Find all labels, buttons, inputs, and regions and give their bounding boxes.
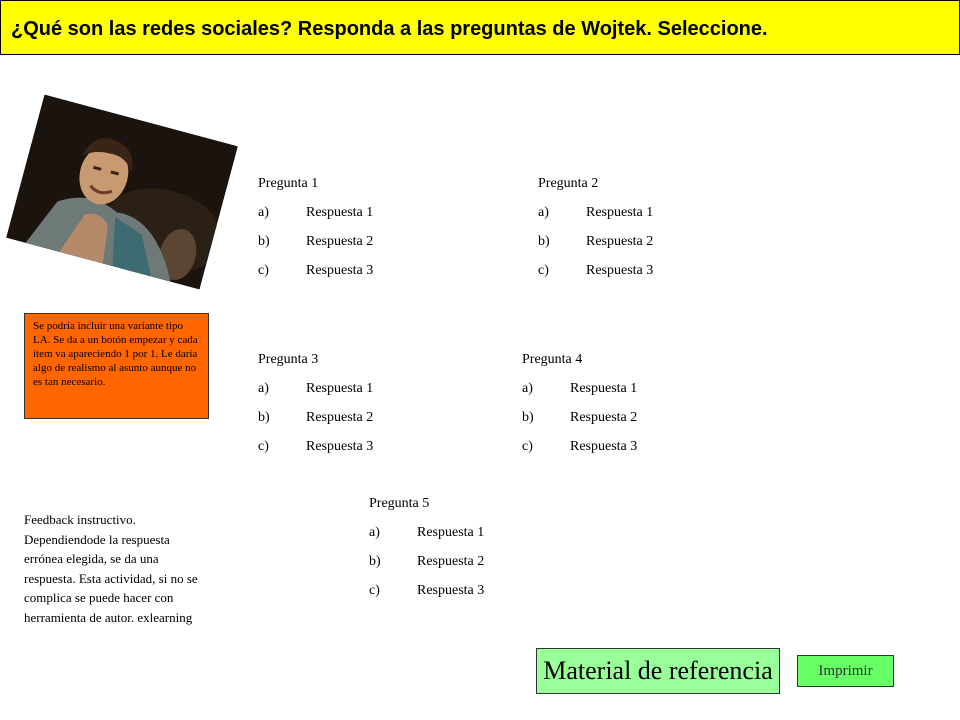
option-text: Respuesta 3 bbox=[417, 583, 485, 598]
answer-option[interactable] bbox=[258, 409, 373, 438]
option-text: Respuesta 3 bbox=[570, 439, 638, 454]
question-3 bbox=[258, 351, 373, 467]
option-letter: b) bbox=[258, 234, 270, 249]
answer-option[interactable] bbox=[538, 233, 653, 262]
answer-option[interactable] bbox=[369, 524, 484, 553]
answer-option[interactable] bbox=[522, 380, 637, 409]
option-text: Respuesta 2 bbox=[417, 554, 485, 569]
option-text: Respuesta 1 bbox=[417, 525, 485, 540]
question-title: Pregunta 2 bbox=[538, 176, 599, 191]
option-text: Respuesta 1 bbox=[306, 205, 374, 220]
option-letter: a) bbox=[369, 525, 380, 540]
option-letter: a) bbox=[258, 205, 269, 220]
page-title: ¿Qué son las redes sociales? Responda a las preguntas de Wojtek. Seleccione. bbox=[11, 18, 768, 40]
option-letter: b) bbox=[538, 234, 550, 249]
question-title: Pregunta 4 bbox=[522, 352, 583, 367]
answer-option[interactable] bbox=[538, 262, 653, 291]
option-letter: a) bbox=[522, 381, 533, 396]
option-letter: b) bbox=[369, 554, 381, 569]
answer-option[interactable] bbox=[258, 262, 373, 291]
question-5 bbox=[369, 495, 484, 611]
option-text: Respuesta 2 bbox=[306, 234, 374, 249]
print-button[interactable]: Imprimir bbox=[797, 655, 894, 687]
question-title: Pregunta 1 bbox=[258, 176, 319, 191]
answer-option[interactable] bbox=[538, 204, 653, 233]
option-letter: c) bbox=[369, 583, 380, 598]
option-text: Respuesta 1 bbox=[586, 205, 654, 220]
question-1 bbox=[258, 175, 373, 291]
option-text: Respuesta 2 bbox=[586, 234, 654, 249]
question-4 bbox=[522, 351, 637, 467]
answer-option[interactable] bbox=[258, 204, 373, 233]
option-letter: a) bbox=[538, 205, 549, 220]
answer-option[interactable] bbox=[258, 380, 373, 409]
title-bar bbox=[0, 0, 960, 55]
option-letter: b) bbox=[522, 410, 534, 425]
option-text: Respuesta 2 bbox=[570, 410, 638, 425]
option-text: Respuesta 2 bbox=[306, 410, 374, 425]
option-text: Respuesta 3 bbox=[586, 263, 654, 278]
answer-option[interactable] bbox=[522, 438, 637, 467]
option-letter: b) bbox=[258, 410, 270, 425]
answer-option[interactable] bbox=[258, 438, 373, 467]
feedback-text: Feedback instructivo. Dependiendode la respuesta errónea elegida, se da una respuesta. Esta actividad, si no se complica se puede hacer con herramienta de autor. exlearning bbox=[24, 512, 198, 625]
option-text: Respuesta 3 bbox=[306, 263, 374, 278]
option-letter: c) bbox=[522, 439, 533, 454]
reference-material-button[interactable]: Material de referencia bbox=[536, 648, 780, 694]
option-letter: c) bbox=[258, 439, 269, 454]
question-title: Pregunta 5 bbox=[369, 496, 430, 511]
answer-option[interactable] bbox=[369, 553, 484, 582]
question-2 bbox=[538, 175, 653, 291]
question-title: Pregunta 3 bbox=[258, 352, 319, 367]
wojtek-photo bbox=[6, 95, 237, 290]
option-text: Respuesta 1 bbox=[570, 381, 638, 396]
option-letter: c) bbox=[538, 263, 549, 278]
note-box: Se podría incluir una variante tipo LA. Se da a un botón empezar y cada ítem va apareciendo 1 por 1. Le daría algo de realismo al asunto aunque no es tan necesario. bbox=[24, 313, 209, 419]
answer-option[interactable] bbox=[369, 582, 484, 611]
option-letter: a) bbox=[258, 381, 269, 396]
answer-option[interactable] bbox=[258, 233, 373, 262]
option-letter: c) bbox=[258, 263, 269, 278]
answer-option[interactable] bbox=[522, 409, 637, 438]
option-text: Respuesta 3 bbox=[306, 439, 374, 454]
option-text: Respuesta 1 bbox=[306, 381, 374, 396]
